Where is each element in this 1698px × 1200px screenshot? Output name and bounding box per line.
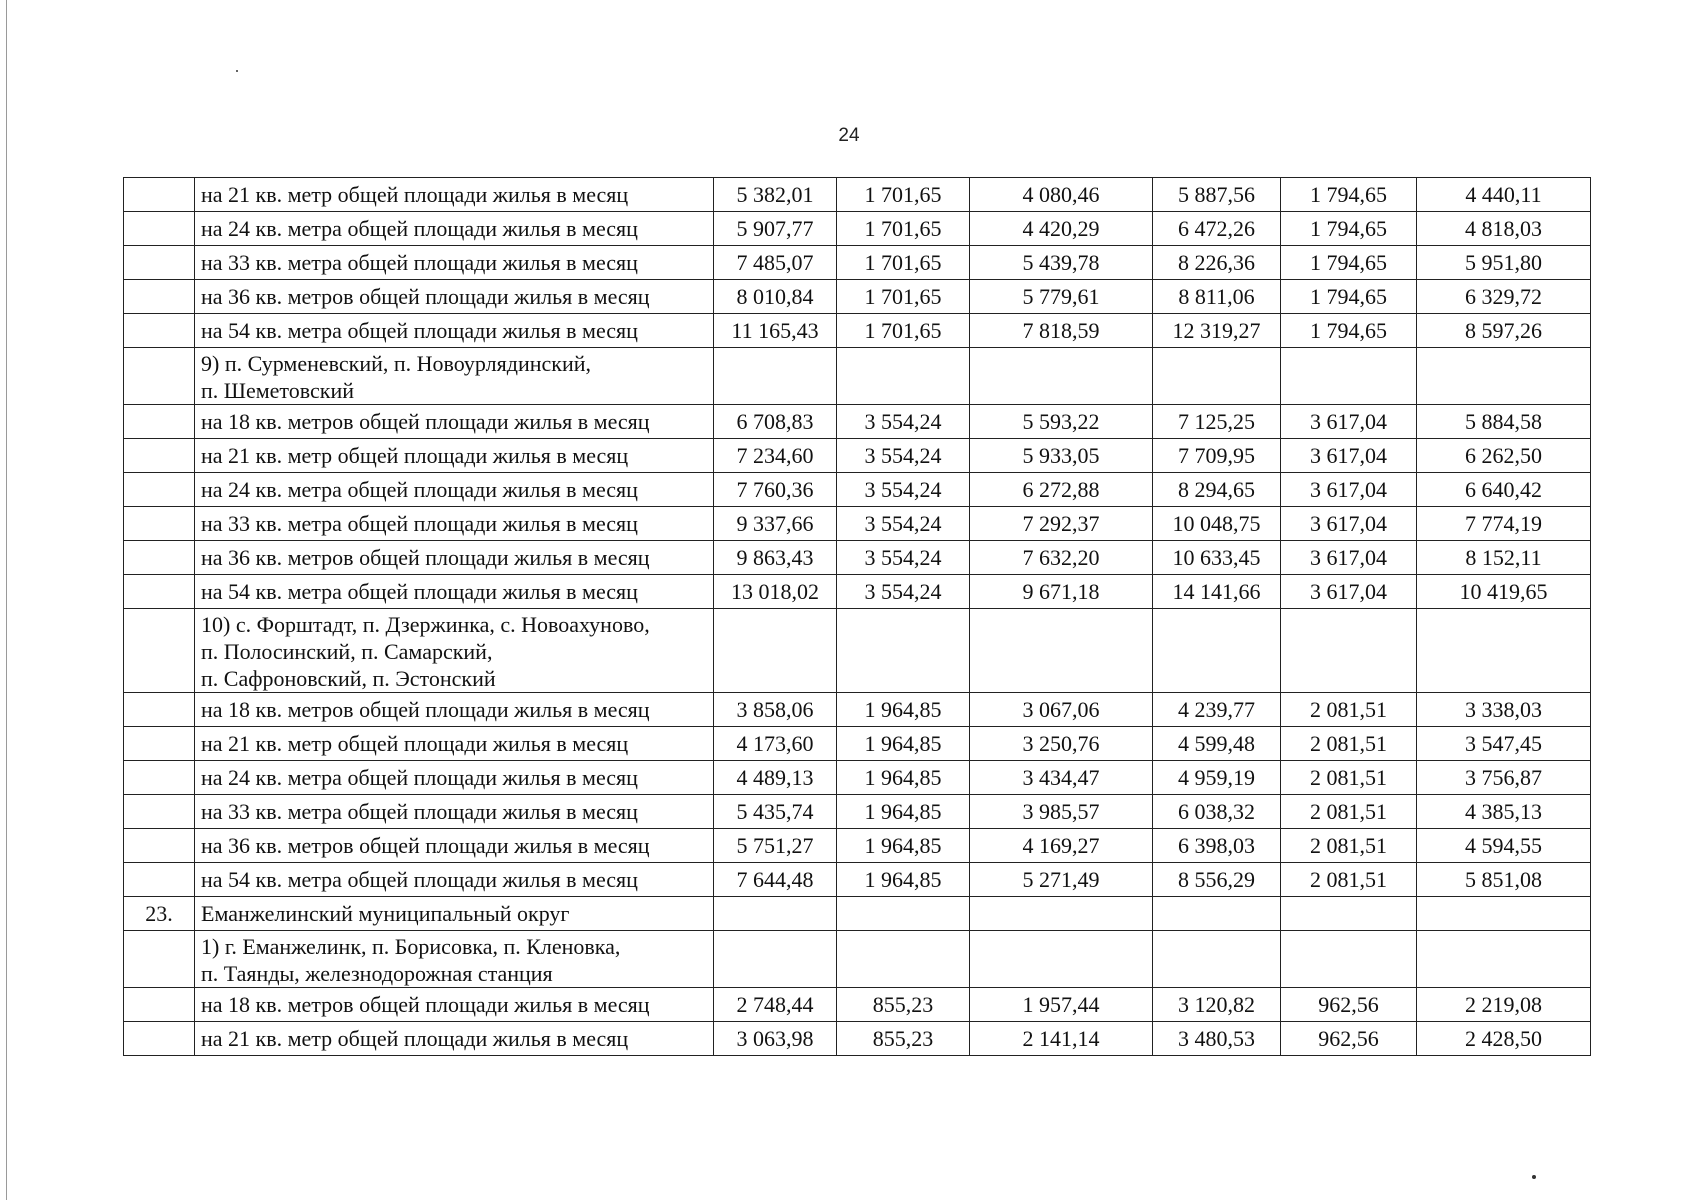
- row-index-cell: [124, 795, 195, 829]
- value-cell: 1 794,65: [1281, 246, 1417, 280]
- row-index-cell: [124, 829, 195, 863]
- table-row: [124, 897, 1591, 931]
- value-cell: 3 480,53: [1153, 1022, 1281, 1056]
- row-label-cell: на 24 кв. метра общей площади жилья в месяц: [195, 212, 714, 246]
- value-cell: 3 617,04: [1281, 473, 1417, 507]
- value-cell: 1 964,85: [837, 795, 970, 829]
- value-cell: 4 080,46: [970, 178, 1153, 212]
- value-cell: 855,23: [837, 1022, 970, 1056]
- table-row: [124, 829, 1591, 863]
- value-cell: 962,56: [1281, 988, 1417, 1022]
- value-cell: [714, 897, 837, 931]
- row-label-cell: на 21 кв. метр общей площади жилья в месяц: [195, 178, 714, 212]
- value-cell: 3 338,03: [1417, 693, 1591, 727]
- value-cell: 5 951,80: [1417, 246, 1591, 280]
- value-cell: 3 756,87: [1417, 761, 1591, 795]
- value-cell: 3 617,04: [1281, 575, 1417, 609]
- row-label-cell: на 21 кв. метр общей площади жилья в месяц: [195, 1022, 714, 1056]
- value-cell: 3 554,24: [837, 507, 970, 541]
- value-cell: [837, 609, 970, 693]
- row-index-cell: [124, 931, 195, 988]
- value-cell: 7 292,37: [970, 507, 1153, 541]
- value-cell: 8 226,36: [1153, 246, 1281, 280]
- row-index-cell: [124, 178, 195, 212]
- value-cell: 7 760,36: [714, 473, 837, 507]
- value-cell: 1 964,85: [837, 727, 970, 761]
- value-cell: 8 556,29: [1153, 863, 1281, 897]
- row-label-cell: на 54 кв. метра общей площади жилья в месяц: [195, 863, 714, 897]
- value-cell: 4 489,13: [714, 761, 837, 795]
- value-cell: [970, 609, 1153, 693]
- value-cell: [970, 931, 1153, 988]
- value-cell: 4 173,60: [714, 727, 837, 761]
- value-cell: 1 701,65: [837, 178, 970, 212]
- value-cell: 10 048,75: [1153, 507, 1281, 541]
- page-number: 24: [838, 125, 860, 146]
- scan-speck: [1532, 1175, 1536, 1179]
- value-cell: 6 272,88: [970, 473, 1153, 507]
- value-cell: 5 751,27: [714, 829, 837, 863]
- value-cell: 3 858,06: [714, 693, 837, 727]
- table-row: [124, 507, 1591, 541]
- value-cell: 8 152,11: [1417, 541, 1591, 575]
- value-cell: [1153, 348, 1281, 405]
- value-cell: 3 554,24: [837, 541, 970, 575]
- value-cell: 3 547,45: [1417, 727, 1591, 761]
- value-cell: 1 957,44: [970, 988, 1153, 1022]
- value-cell: 1 964,85: [837, 829, 970, 863]
- value-cell: 11 165,43: [714, 314, 837, 348]
- value-cell: 2 081,51: [1281, 829, 1417, 863]
- table-row: [124, 541, 1591, 575]
- value-cell: 9 863,43: [714, 541, 837, 575]
- table-row: [124, 178, 1591, 212]
- value-cell: [1281, 931, 1417, 988]
- row-label-cell: на 36 кв. метров общей площади жилья в месяц: [195, 541, 714, 575]
- value-cell: [1153, 931, 1281, 988]
- value-cell: [837, 931, 970, 988]
- value-cell: 4 818,03: [1417, 212, 1591, 246]
- value-cell: 5 271,49: [970, 863, 1153, 897]
- value-cell: 5 439,78: [970, 246, 1153, 280]
- row-label-cell: на 33 кв. метра общей площади жилья в месяц: [195, 795, 714, 829]
- table-group-row: [124, 348, 1591, 405]
- row-label-cell: на 54 кв. метра общей площади жилья в месяц: [195, 314, 714, 348]
- value-cell: 7 125,25: [1153, 405, 1281, 439]
- row-label-cell: на 36 кв. метров общей площади жилья в месяц: [195, 280, 714, 314]
- value-cell: [1417, 897, 1591, 931]
- value-cell: [1417, 931, 1591, 988]
- value-cell: 2 428,50: [1417, 1022, 1591, 1056]
- table-body: [124, 178, 1591, 1056]
- value-cell: [970, 348, 1153, 405]
- value-cell: [714, 348, 837, 405]
- value-cell: 7 485,07: [714, 246, 837, 280]
- table-row: [124, 988, 1591, 1022]
- row-index-cell: [124, 609, 195, 693]
- value-cell: 9 671,18: [970, 575, 1153, 609]
- row-index-cell: [124, 212, 195, 246]
- value-cell: 1 701,65: [837, 280, 970, 314]
- value-cell: 3 554,24: [837, 473, 970, 507]
- value-cell: 3 067,06: [970, 693, 1153, 727]
- value-cell: 2 219,08: [1417, 988, 1591, 1022]
- row-index-cell: [124, 280, 195, 314]
- row-label-cell: на 18 кв. метров общей площади жилья в месяц: [195, 693, 714, 727]
- value-cell: [1281, 897, 1417, 931]
- value-cell: 13 018,02: [714, 575, 837, 609]
- tariff-table: [123, 177, 1591, 1056]
- row-index-cell: [124, 507, 195, 541]
- value-cell: 2 081,51: [1281, 727, 1417, 761]
- value-cell: [1417, 609, 1591, 693]
- value-cell: 855,23: [837, 988, 970, 1022]
- value-cell: 4 959,19: [1153, 761, 1281, 795]
- row-label-cell: Еманжелинский муниципальный округ: [195, 897, 714, 931]
- table-row: [124, 473, 1591, 507]
- value-cell: [1153, 897, 1281, 931]
- value-cell: 3 617,04: [1281, 439, 1417, 473]
- scan-edge-line: [6, 0, 7, 1200]
- value-cell: 3 617,04: [1281, 541, 1417, 575]
- value-cell: 5 884,58: [1417, 405, 1591, 439]
- value-cell: 1 794,65: [1281, 314, 1417, 348]
- table-row: [124, 761, 1591, 795]
- value-cell: 14 141,66: [1153, 575, 1281, 609]
- value-cell: 10 633,45: [1153, 541, 1281, 575]
- value-cell: 7 709,95: [1153, 439, 1281, 473]
- table-row: [124, 439, 1591, 473]
- value-cell: 962,56: [1281, 1022, 1417, 1056]
- row-index-cell: [124, 348, 195, 405]
- value-cell: 8 811,06: [1153, 280, 1281, 314]
- value-cell: 3 434,47: [970, 761, 1153, 795]
- table-row: [124, 575, 1591, 609]
- value-cell: 3 250,76: [970, 727, 1153, 761]
- table-row: [124, 405, 1591, 439]
- value-cell: 1 794,65: [1281, 280, 1417, 314]
- table-row: [124, 863, 1591, 897]
- value-cell: 5 851,08: [1417, 863, 1591, 897]
- value-cell: 5 887,56: [1153, 178, 1281, 212]
- value-cell: 1 701,65: [837, 314, 970, 348]
- row-index-cell: [124, 246, 195, 280]
- row-index-cell: [124, 473, 195, 507]
- value-cell: 2 081,51: [1281, 761, 1417, 795]
- table-row: [124, 795, 1591, 829]
- row-label-cell: на 24 кв. метра общей площади жилья в месяц: [195, 473, 714, 507]
- table-row: [124, 246, 1591, 280]
- row-index-cell: [124, 575, 195, 609]
- value-cell: 4 385,13: [1417, 795, 1591, 829]
- row-index-cell: [124, 761, 195, 795]
- value-cell: [1417, 348, 1591, 405]
- value-cell: 3 617,04: [1281, 507, 1417, 541]
- value-cell: 5 382,01: [714, 178, 837, 212]
- value-cell: 3 554,24: [837, 439, 970, 473]
- row-index-cell: [124, 541, 195, 575]
- value-cell: 2 141,14: [970, 1022, 1153, 1056]
- value-cell: 3 554,24: [837, 405, 970, 439]
- value-cell: 1 964,85: [837, 761, 970, 795]
- value-cell: 4 599,48: [1153, 727, 1281, 761]
- value-cell: 4 420,29: [970, 212, 1153, 246]
- row-label-cell: на 18 кв. метров общей площади жилья в месяц: [195, 405, 714, 439]
- table-group-row: [124, 931, 1591, 988]
- scan-speck: [236, 70, 238, 72]
- value-cell: 3 985,57: [970, 795, 1153, 829]
- value-cell: 2 081,51: [1281, 863, 1417, 897]
- value-cell: [714, 931, 837, 988]
- value-cell: 7 234,60: [714, 439, 837, 473]
- group-heading-cell: 9) п. Сурменевский, п. Новоурлядинский, п. Шеметовский: [195, 348, 714, 405]
- value-cell: 7 644,48: [714, 863, 837, 897]
- row-index-cell: [124, 439, 195, 473]
- table-row: [124, 693, 1591, 727]
- value-cell: [1281, 609, 1417, 693]
- value-cell: 4 440,11: [1417, 178, 1591, 212]
- row-index-cell: [124, 314, 195, 348]
- value-cell: 12 319,27: [1153, 314, 1281, 348]
- value-cell: 5 435,74: [714, 795, 837, 829]
- value-cell: 8 597,26: [1417, 314, 1591, 348]
- value-cell: [1281, 348, 1417, 405]
- value-cell: 5 593,22: [970, 405, 1153, 439]
- row-label-cell: на 21 кв. метр общей площади жилья в месяц: [195, 439, 714, 473]
- row-label-cell: на 18 кв. метров общей площади жилья в месяц: [195, 988, 714, 1022]
- value-cell: 6 640,42: [1417, 473, 1591, 507]
- value-cell: 7 632,20: [970, 541, 1153, 575]
- value-cell: 6 262,50: [1417, 439, 1591, 473]
- value-cell: 1 794,65: [1281, 178, 1417, 212]
- group-heading-cell: 1) г. Еманжелинк, п. Борисовка, п. Кленовка, п. Таянды, железнодорожная станция: [195, 931, 714, 988]
- value-cell: 1 701,65: [837, 212, 970, 246]
- row-index-cell: [124, 693, 195, 727]
- value-cell: [837, 348, 970, 405]
- value-cell: 6 708,83: [714, 405, 837, 439]
- value-cell: 3 617,04: [1281, 405, 1417, 439]
- value-cell: 6 038,32: [1153, 795, 1281, 829]
- value-cell: 1 964,85: [837, 863, 970, 897]
- value-cell: 9 337,66: [714, 507, 837, 541]
- row-index-cell: [124, 1022, 195, 1056]
- value-cell: 6 329,72: [1417, 280, 1591, 314]
- value-cell: 1 701,65: [837, 246, 970, 280]
- table-row: [124, 280, 1591, 314]
- value-cell: 2 081,51: [1281, 795, 1417, 829]
- value-cell: 10 419,65: [1417, 575, 1591, 609]
- value-cell: [970, 897, 1153, 931]
- row-label-cell: на 24 кв. метра общей площади жилья в месяц: [195, 761, 714, 795]
- row-index-cell: 23.: [124, 897, 195, 931]
- value-cell: [714, 609, 837, 693]
- row-label-cell: на 33 кв. метра общей площади жилья в месяц: [195, 246, 714, 280]
- table-row: [124, 727, 1591, 761]
- value-cell: 2 748,44: [714, 988, 837, 1022]
- row-label-cell: на 33 кв. метра общей площади жилья в месяц: [195, 507, 714, 541]
- value-cell: 1 794,65: [1281, 212, 1417, 246]
- value-cell: 5 933,05: [970, 439, 1153, 473]
- row-label-cell: на 54 кв. метра общей площади жилья в месяц: [195, 575, 714, 609]
- group-heading-cell: 10) с. Форштадт, п. Дзержинка, с. Новоахуново, п. Полосинский, п. Самарский, п. Сафроновский, п. Эстонский: [195, 609, 714, 693]
- row-index-cell: [124, 727, 195, 761]
- value-cell: 2 081,51: [1281, 693, 1417, 727]
- value-cell: 5 779,61: [970, 280, 1153, 314]
- table-row: [124, 1022, 1591, 1056]
- value-cell: 3 554,24: [837, 575, 970, 609]
- value-cell: 6 398,03: [1153, 829, 1281, 863]
- row-index-cell: [124, 863, 195, 897]
- table-row: [124, 314, 1591, 348]
- value-cell: 6 472,26: [1153, 212, 1281, 246]
- value-cell: [837, 897, 970, 931]
- value-cell: 4 239,77: [1153, 693, 1281, 727]
- value-cell: 8 010,84: [714, 280, 837, 314]
- value-cell: 1 964,85: [837, 693, 970, 727]
- row-label-cell: на 21 кв. метр общей площади жилья в месяц: [195, 727, 714, 761]
- value-cell: 8 294,65: [1153, 473, 1281, 507]
- row-index-cell: [124, 405, 195, 439]
- table-group-row: [124, 609, 1591, 693]
- value-cell: 3 120,82: [1153, 988, 1281, 1022]
- table-row: [124, 212, 1591, 246]
- value-cell: 4 594,55: [1417, 829, 1591, 863]
- row-label-cell: на 36 кв. метров общей площади жилья в месяц: [195, 829, 714, 863]
- value-cell: 5 907,77: [714, 212, 837, 246]
- row-index-cell: [124, 988, 195, 1022]
- value-cell: 3 063,98: [714, 1022, 837, 1056]
- value-cell: 7 774,19: [1417, 507, 1591, 541]
- value-cell: 4 169,27: [970, 829, 1153, 863]
- value-cell: 7 818,59: [970, 314, 1153, 348]
- value-cell: [1153, 609, 1281, 693]
